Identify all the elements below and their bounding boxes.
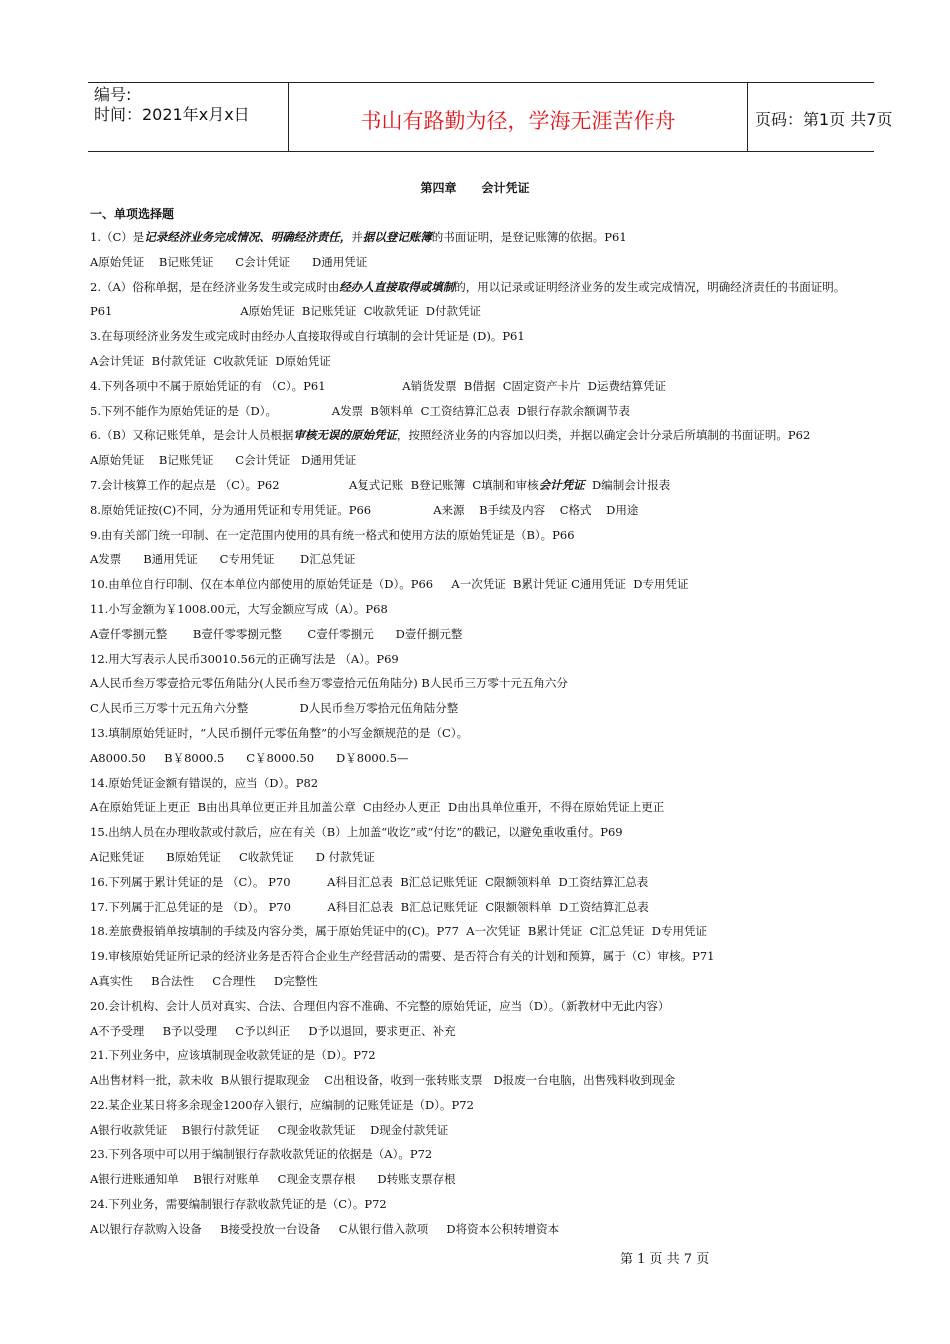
question-line xyxy=(90,1122,880,1147)
question-line xyxy=(90,254,880,279)
question-line xyxy=(90,229,880,254)
emphasized-text: 审核无误的原始凭证 xyxy=(293,428,397,443)
question-line xyxy=(90,849,880,874)
line-text: 5.下列不能作为原始凭证的是（D）。 A发票 B领料单 C工资结算汇总表 D银行存款余额调节表 xyxy=(90,403,630,418)
line-text: 16.下列属于累计凭证的是 （C）。 P70 A科目汇总表 B汇总记账凭证 C限额领料单 D工资结算汇总表 xyxy=(90,874,649,889)
question-line xyxy=(90,1171,880,1196)
line-text: 17.下列属于汇总凭证的是 （D）。 P70 A科目汇总表 B汇总记账凭证 C限额领料单 D工资结算汇总表 xyxy=(90,899,649,914)
line-text: A发票 B通用凭证 C专用凭证 D汇总凭证 xyxy=(90,552,356,567)
question-line xyxy=(90,477,880,502)
question-line xyxy=(90,899,880,924)
page-footer: 第 1 页 共 7 页 xyxy=(620,1252,710,1267)
emphasized-text: 会计凭证 xyxy=(538,477,585,492)
line-text: A不予受理 B予以受理 C予以纠正 D予以退回，要求更正、补充 xyxy=(90,1023,456,1038)
question-line xyxy=(90,725,880,750)
question-line xyxy=(90,403,880,428)
section-title: 一、单项选择题 xyxy=(90,207,175,221)
question-line xyxy=(90,973,880,998)
line-text: A真实性 B合法性 C合理性 D完整性 xyxy=(90,973,318,988)
line-text: 18.差旅费报销单按填制的手续及内容分类，属于原始凭证中的(C)。P77 A一次凭证 B累计凭证 C汇总凭证 D专用凭证 xyxy=(90,924,707,939)
question-line xyxy=(90,824,880,849)
question-line xyxy=(90,303,880,328)
question-line xyxy=(90,527,880,552)
line-text: A在原始凭证上更正 B由出具单位更正并且加盖公章 C由经办人更正 D由出具单位重开，不得在原始凭证上更正 xyxy=(90,800,665,815)
page-code: 页码：第1页 共7页 xyxy=(755,110,893,129)
line-text: 4.下列各项中不属于原始凭证的有 （C）。P61 A销货发票 B借据 C固定资产卡片 D运费结算凭证 xyxy=(90,378,667,393)
question-line xyxy=(90,923,880,948)
question-line xyxy=(90,700,880,725)
line-text: A银行进账通知单 B银行对账单 C现金支票存根 D转账支票存根 xyxy=(90,1172,456,1187)
line-text: 7.会计核算工作的起点是 （C）。P62 A复式记账 B登记账簿 C填制和审核 xyxy=(90,477,539,492)
question-line xyxy=(90,601,880,626)
question-line xyxy=(90,279,880,304)
question-line xyxy=(90,353,880,378)
question-line xyxy=(90,502,880,527)
line-text: 8.原始凭证按(C)不同，分为通用凭证和专用凭证。P66 A来源 B手续及内容 C格式 D用途 xyxy=(90,502,639,517)
line-text: 22.某企业某日将多余现金1200存入银行，应编制的记账凭证是（D）。P72 xyxy=(90,1097,474,1112)
line-text: 9.由有关部门统一印制、在一定范围内使用的具有统一格式和使用方法的原始凭证是（B）。P66 xyxy=(90,527,575,542)
line-text: A以银行存款购入设备 B接受投放一台设备 C从银行借入款项 D将资本公积转增资本 xyxy=(90,1221,560,1236)
question-line xyxy=(90,1196,880,1221)
line-text: A原始凭证 B记账凭证 C会计凭证 D通用凭证 xyxy=(90,453,357,468)
line-text: 12.用大写表示人民币30010.56元的正确写法是 （A）。P69 xyxy=(90,651,399,666)
question-line xyxy=(90,452,880,477)
line-text: A会计凭证 B付款凭证 C收款凭证 D原始凭证 xyxy=(90,353,331,368)
number-label: 编号: xyxy=(94,85,132,104)
question-line xyxy=(90,378,880,403)
line-text: D编制会计报表 xyxy=(584,477,671,492)
line-text: 的书面证明，是登记账簿的依据。P61 xyxy=(431,230,627,244)
line-text: 3.在每项经济业务发生或完成时由经办人直接取得或自行填制的会计凭证是 (D)。P61 xyxy=(90,329,525,344)
question-line xyxy=(90,998,880,1023)
question-line xyxy=(90,948,880,973)
question-line xyxy=(90,1097,880,1122)
line-text: 20.会计机构、会计人员对真实、合法、合理但内容不准确、不完整的原始凭证，应当（D）。（新教材中无此内容） xyxy=(90,998,670,1013)
line-text: 13.填制原始凭证时，“人民币捌仟元零伍角整”的小写金额规范的是（C）。 xyxy=(90,725,469,740)
line-text: 并 xyxy=(351,230,363,244)
question-line xyxy=(90,1072,880,1097)
line-text: 15.出纳人员在办理收款或付款后，应在有关（B）上加盖“收讫”或“付讫”的戳记，以避免重收重付。P69 xyxy=(90,825,623,840)
line-text: A原始凭证 B记账凭证 C会计凭证 D通用凭证 xyxy=(90,254,368,269)
question-line xyxy=(90,551,880,576)
line-text: A人民币叁万零壹拾元零伍角陆分(人民币叁万零壹拾元伍角陆分) B人民币三万零十元五角六分 xyxy=(90,676,568,691)
line-text: 14.原始凭证金额有错误的，应当（D）。P82 xyxy=(90,775,319,790)
question-line xyxy=(90,799,880,824)
line-text: 1.（C）是 xyxy=(90,230,145,244)
line-text: A银行收款凭证 B银行付款凭证 C现金收款凭证 D现金付款凭证 xyxy=(90,1122,449,1137)
page-header xyxy=(88,82,893,152)
motto: 书山有路勤为径，学海无涯苦作舟 xyxy=(360,109,676,133)
question-line xyxy=(90,328,880,353)
emphasized-text: 记录经济业务完成情况、明确经济责任， xyxy=(144,230,352,244)
header-page-cell xyxy=(747,83,893,151)
line-text: 24.下列业务，需要编制银行存款收款凭证的是（C）。P72 xyxy=(90,1197,387,1212)
line-text: C人民币三万零十元五角六分整 D人民币叁万零拾元伍角陆分整 xyxy=(90,701,459,716)
line-text: 的，用以记录或证明经济业务的发生或完成情况，明确经济责任的书面证明。 xyxy=(454,279,846,294)
line-text: 19.审核原始凭证所记录的经济业务是否符合企业生产经营活动的需要、是否符合有关的计划和预算，属于（C）审核。P71 xyxy=(90,949,715,964)
question-line xyxy=(90,675,880,700)
question-line xyxy=(90,626,880,651)
line-text: 2.（A）俗称单据，是在经济业务发生或完成时由 xyxy=(90,279,340,294)
line-text: 11.小写金额为￥1008.00元，大写金额应写成（A）。P68 xyxy=(90,601,388,616)
question-line xyxy=(90,1023,880,1048)
chapter-title: 第四章 会计凭证 xyxy=(420,181,530,195)
question-line xyxy=(90,1047,880,1072)
question-line xyxy=(90,775,880,800)
line-text: A记账凭证 B原始凭证 C收款凭证 D 付款凭证 xyxy=(90,849,375,864)
line-text: 23.下列各项中可以用于编制银行存款收款凭证的依据是（A）。P72 xyxy=(90,1147,433,1162)
question-line xyxy=(90,1221,880,1246)
line-text: A壹仟零捌元整 B壹仟零零捌元整 C壹仟零捌元 D壹仟捌元整 xyxy=(90,626,463,641)
emphasized-text: 经办人直接取得或填制 xyxy=(339,279,455,294)
question-line xyxy=(90,874,880,899)
question-list xyxy=(90,229,880,1246)
line-text: 10.由单位自行印制、仅在本单位内部使用的原始凭证是（D）。P66 A一次凭证 B累计凭证 C通用凭证 D专用凭证 xyxy=(90,577,689,592)
question-line xyxy=(90,427,880,452)
line-text: P61 A原始凭证 B记账凭证 C收款凭证 D付款凭证 xyxy=(90,304,482,319)
header-meta xyxy=(88,83,288,151)
time-label: 时间：2021年x月x日 xyxy=(94,105,250,124)
question-line xyxy=(90,651,880,676)
header-motto-cell xyxy=(288,83,748,151)
question-line xyxy=(90,750,880,775)
line-text: 6.（B）又称记账凭单，是会计人员根据 xyxy=(90,428,294,443)
line-text: ，按照经济业务的内容加以归类，并据以确定会计分录后所填制的书面证明。P62 xyxy=(396,428,811,443)
line-text: A8000.50 B￥8000.5 C￥8000.50 D￥8000.5— xyxy=(90,750,409,765)
question-line xyxy=(90,1146,880,1171)
line-text: A出售材料一批，款未收 B从银行提取现金 C出租设备，收到一张转账支票 D报废一台电脑，出售残料收到现金 xyxy=(90,1073,676,1088)
emphasized-text: 据以登记账簿 xyxy=(362,230,432,244)
question-line xyxy=(90,576,880,601)
line-text: 21.下列业务中，应该填制现金收款凭证的是（D）。P72 xyxy=(90,1048,376,1063)
